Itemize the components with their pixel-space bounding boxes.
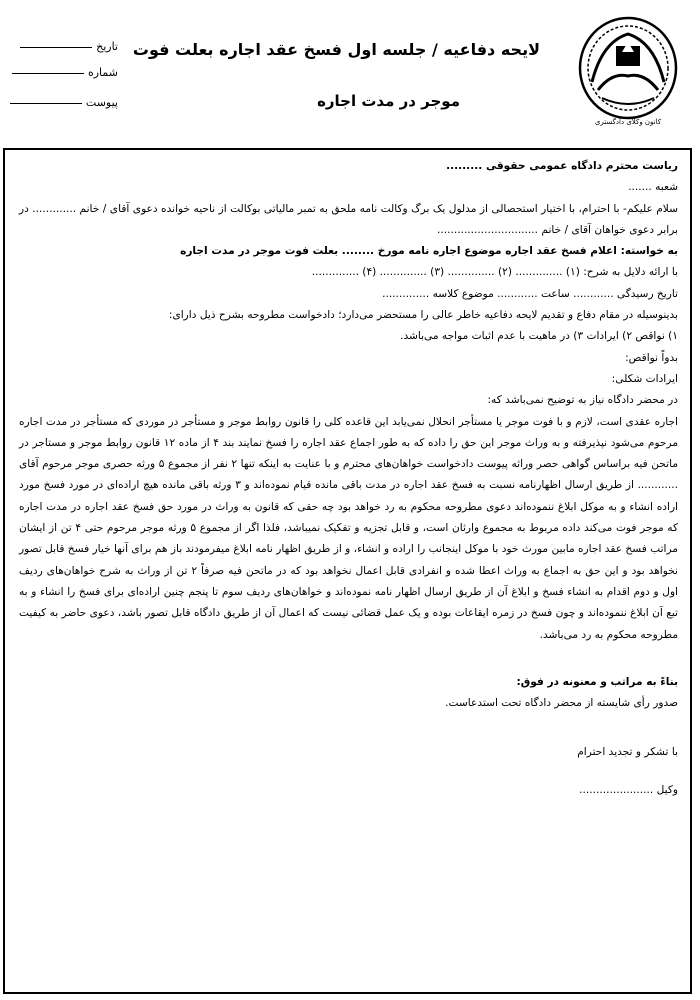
- date-label: تاریخ: [96, 40, 118, 53]
- date-blank: [20, 47, 92, 48]
- greeting: سلام علیکم- با احترام، با اختیار استحصالی از مدلول یک برگ وکالت نامه ملحق به تمبر مالیاتی بوکالت از ناحیه خوانده دعوی آقای / خانم ............. در برابر دعوی خواهان آقای / خانم ..............................: [19, 202, 678, 236]
- conclusion-label: بناءً به مراتب و معنونه در فوق:: [516, 675, 678, 688]
- lawyer-signature: وکیل ......................: [579, 783, 678, 796]
- closing-line: با تشکر و تجدید احترام: [577, 746, 678, 759]
- substance-intro: در محضر دادگاه نیاز به توضیح نمی‌باشد که:: [487, 394, 678, 407]
- attachment-label: پیوست: [85, 96, 118, 109]
- signature-block: [19, 742, 678, 801]
- branch: شعبه .......: [628, 181, 678, 194]
- number-field: [0, 66, 118, 79]
- points: ۱) نواقص ۲) ایرادات ۳) در ماهیت با عدم اثبات مواجه می‌باشد.: [400, 330, 678, 343]
- attachment-field: [0, 96, 118, 109]
- addressee: ریاست محترم دادگاه عمومی حقوقی .........: [446, 160, 678, 172]
- spacer: [19, 646, 678, 672]
- document-subtitle: موجر در مدت اجاره: [317, 92, 460, 110]
- spacer: [19, 764, 678, 780]
- main-paragraph: اجاره عقدی است، لازم و با فوت موجر یا مستأجر انحلال نمی‌یابد این قاعده کلی را قانون روابط موجر و مستأجر در موردی که مستأجر در مدت اجاره مرحوم می‌شود نپذیرفته و به وراث موجر این حق را داده که به طور اجماع عقد اجاره را فسخ نمایند بند ۴ از ماده ۱۲ قانون روابط موجر و مستاجر در ماتحن فیه براساس گواهی حصر وراثه پیوست دادخواست خواهان‌های محترم و با عنایت به اینکه تنها ۲ نفر از مجموع ۵ ورثه حصری موجر مرحوم آقای ............ از طریق ارسال اظهارنامه نسبت به فسخ عقد اجاره در مدت باقی مانده قیام نموده‌اند و ۳ ورثه باقی مانده هیچ اراده‌ای در مورد فسخ مورد اراده انشاء و به موکل ابلاغ ننموده‌اند دعوی مطروحه محکوم به رد خواهد بود چه حقی که قانون به وراث در مورد حق فسخ عقد اجاره در مدت اجاره که موجر فوت می‌کند داده مربوط به مجموع وارثان است، و قابل تجزیه و تفکیک نمیباشد، فلذا اگر از مجموع ۵ ورثه موجر مرحوم حتی ۴ تن از ایشان مراتب فسخ عقد اجاره مابین مورث خود با موکل اینجانب را اراده و انشاء، و از طریق اظهار نامه ابلاغ میفرمودند باز هم برای آنها خیار فسخ قابل تصور نخواهد بود و این حق به اجماع به وراث اعطا شده و انفرادی قابل اعمال نخواهد بود که در ماتحن فیه صرفاً ۲ تن از وراث به شرح خواهان‌های ردیف اول و دوم اقدام به انشاء فسخ و ابلاغ آن از طریق ارسال اظهار نامه نموده‌اند و خواهان‌های ردیف سوم تا پنجم چنین اراده‌ای برای فسخ را انشاء و به تبع آن ابلاغ ننموده‌اند و چون فسخ در زمره ایقاعات بوده و یک عمل قضائی نیست که اعمال آن از طریق دادگاه قابل تصور باشد، دعوی حاضر به کیفیت مطروحه محکوم به رد می‌باشد.: [19, 415, 679, 641]
- emblem-caption: کانون وکلای دادگستری: [594, 118, 662, 126]
- conclusion: صدور رأی شایسته از محضر دادگاه تحت استدعاست.: [445, 697, 678, 710]
- intro: بدینوسیله در مقام دفاع و تقدیم لایحه دفاعیه خاطر عالی را مستحضر می‌دارد؛ دادخواست مطروحه بشرح ذیل دارای:: [168, 309, 678, 322]
- document-body-frame: [3, 148, 692, 994]
- letterhead: [0, 0, 700, 145]
- formal-label: ایرادات شکلی:: [611, 372, 678, 385]
- attachment-blank: [10, 103, 82, 104]
- date-field: [0, 40, 118, 53]
- defects-label: بدواً نواقص:: [625, 351, 678, 364]
- number-label: شماره: [87, 66, 118, 79]
- reasons: با ارائه دلایل به شرح: (۱) .............. (۲) .............. (۳) .............. (۴) ..............: [311, 266, 678, 279]
- document-title: لایحه دفاعیه / جلسه اول فسخ عقد اجاره بعلت فوت: [132, 40, 540, 59]
- document-content: [19, 156, 678, 801]
- number-blank: [12, 73, 84, 74]
- request: به خواسته: اعلام فسخ عقد اجاره موضوع اجاره نامه مورخ ........ بعلت فوت موجر در مدت اجاره: [180, 245, 678, 258]
- hearing: تاریخ رسیدگی ............ ساعت ............ موضوع کلاسه ..............: [382, 287, 678, 300]
